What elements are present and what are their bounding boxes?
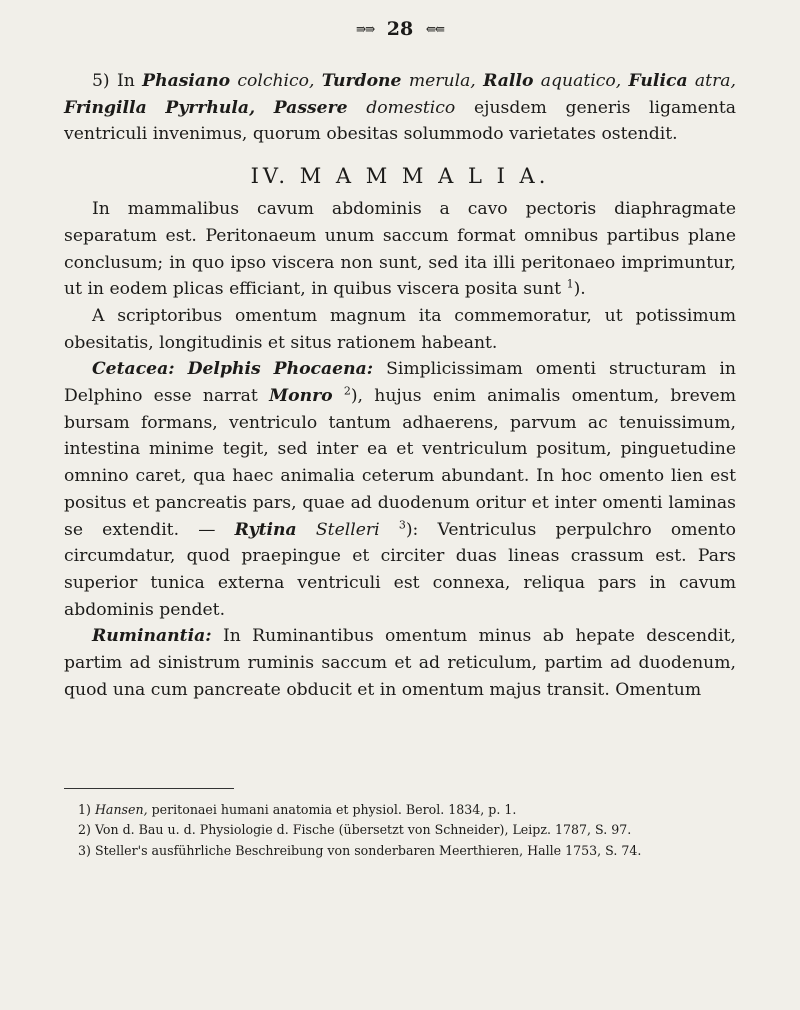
paragraph-intro: [64, 196, 736, 303]
page-header: [0, 18, 800, 40]
species-name: colchico,: [237, 71, 315, 91]
page-number: 28: [386, 18, 414, 40]
species-name: Phocaena:: [273, 359, 374, 380]
paragraph-cetacea: [64, 356, 736, 623]
species-name: Delphis: [187, 359, 261, 380]
main-text: [64, 68, 736, 703]
text: Simplicissimam omenti structuram in Delphino esse narrat: [64, 359, 736, 407]
footnote-3: [64, 841, 744, 861]
footnote-text: Steller's ausführliche Beschreibung von sonderbaren Meerthieren, Halle 1753, S. 74.: [94, 842, 642, 858]
species-name: Stelleri: [315, 519, 380, 540]
footnotes: [64, 800, 744, 861]
species-name: atra,: [694, 71, 737, 91]
footnote-number: 1): [78, 802, 91, 817]
footnote-divider: [64, 788, 234, 789]
footnote-1: [64, 800, 744, 820]
section-heading: IV. M A M M A L I A.: [250, 164, 550, 189]
footnote-ref[interactable]: 1: [566, 277, 574, 291]
text: In mammalibus cavum abdominis a cavo pectoris diaphragmate separatum est. Peritonaeum unum saccum format omnibus partibus plane conclusum; in quo ipso viscera non sunt, sed ita illi peritonaeo imprimuntur, ut in eodem plicas efficiant, in quibus viscera posita sunt: [64, 199, 736, 300]
paragraph-scriptoribus: [64, 303, 736, 356]
species-name: Pyrrhula,: [165, 97, 256, 118]
species-name: aquatico,: [540, 71, 622, 91]
group-label: Ruminantia:: [92, 626, 212, 647]
paragraph-birds: [64, 68, 736, 148]
left-ornament: ⇛⇛: [356, 22, 375, 36]
footnote-ref[interactable]: 3: [398, 517, 406, 531]
paragraph-ruminantia: [64, 623, 736, 703]
species-name: Passere: [273, 97, 348, 118]
species-name: merula,: [408, 71, 476, 91]
species-name: domestico: [366, 97, 456, 118]
footnote-2: [64, 820, 744, 840]
footnote-text: Von d. Bau u. d. Physiologie d. Fische (übersetzt von Schneider), Leipz. 1787, S. 97.: [94, 822, 632, 838]
footnote-number: 3): [78, 842, 91, 858]
author-name: Hansen,: [94, 802, 148, 817]
footnote-text: peritonaei humani anatomia et physiol. Berol. 1834, p. 1.: [151, 802, 517, 817]
footnote-ref[interactable]: 2: [343, 384, 351, 398]
species-name: Fringilla: [64, 97, 147, 118]
text: ).: [573, 279, 586, 300]
species-name: Phasiano: [142, 71, 231, 91]
item-number: 5): [92, 71, 110, 91]
species-name: Turdone: [321, 71, 402, 91]
text: In: [116, 71, 135, 91]
footnote-number: 2): [78, 822, 91, 838]
species-name: Fulica: [628, 71, 688, 91]
group-label: Cetacea:: [92, 359, 175, 380]
text: In Ruminantibus omentum minus ab hepate descendit, partim ad sinistrum ruminis saccum et ad reticulum, partim ad duodenum, quod una cum pancreate obducit et in omentum majus transit. Omentum: [64, 626, 736, 700]
text: ): Ventriculus perpulchro omento circumdatur, quod praepingue et circiter duas lineas crassum est. Pars superior tunica externa ventriculi est connexa, reliqua pars in cavum abdominis pendet.: [64, 519, 736, 620]
text: ), hujus enim animalis omentum, brevem bursam formans, ventriculo tantum adhaerens, parvum ac tenuissimum, intestina minime tegit, sed inter ea et ventriculum positum, pinguetudine omnino caret, qua haec animalia ceterum abundant. In hoc omento lien est positus et pancreatis pars, quae ad duodenum oritur et inter omenti laminas se extendit. —: [64, 386, 737, 540]
text: A scriptoribus omentum magnum ita commemoratur, ut potissimum obesitatis, longitudinis et situs rationem habeant.: [64, 305, 736, 353]
author-name: Monro: [269, 386, 333, 407]
right-ornament: ⇚⇚: [425, 22, 444, 36]
species-name: Rallo: [483, 71, 534, 91]
text: ejusdem generis ligamenta ventriculi invenimus, quorum obesitas solummodo varietates ostendit.: [64, 97, 736, 145]
species-name: Rytina: [234, 519, 297, 540]
